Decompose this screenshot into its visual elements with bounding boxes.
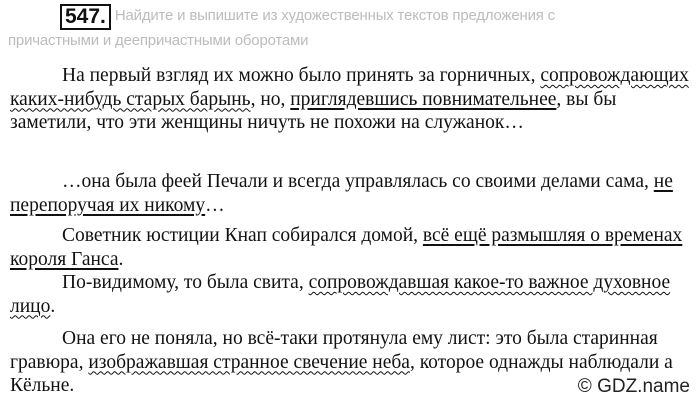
task-number: 547. bbox=[60, 4, 111, 30]
adverbial-participle-phrase: приглядевшись повнимательнее bbox=[290, 88, 557, 110]
text-segment: . bbox=[50, 295, 56, 317]
participial-phrase: сопровождавшая какое-то важное духовное лицо bbox=[10, 272, 671, 317]
paragraph-4 bbox=[10, 271, 694, 318]
paragraph-3 bbox=[10, 224, 694, 271]
participial-phrase: изображавшая странное свечение неба bbox=[88, 351, 410, 373]
paragraph-2 bbox=[10, 170, 694, 217]
paragraph-1 bbox=[10, 64, 694, 135]
text-segment: … bbox=[205, 194, 225, 216]
text-segment: На первый взгляд их можно было принять за горничных, bbox=[62, 65, 541, 86]
text-segment: , которое однажды наблюдали а Кёльне. bbox=[10, 351, 673, 396]
task-instruction-line2: причастными и деепричастными оборотами bbox=[8, 32, 309, 49]
watermark: © GDZ.name bbox=[577, 376, 690, 397]
text-segment: , но, bbox=[250, 88, 291, 110]
text-segment: …она была феей Печали и всегда управлялась со своими делами сама, bbox=[62, 171, 654, 192]
adverbial-participle-phrase: не перепоручая их никому bbox=[10, 171, 673, 216]
participial-phrase: сопровождающих каких-нибудь старых барынь bbox=[10, 65, 689, 110]
text-segment: Она его не поняла, но всё-таки протянула ему лист: это была старинная гравюра, bbox=[10, 328, 658, 373]
text-segment: . bbox=[118, 248, 124, 270]
task-header bbox=[8, 4, 692, 51]
text-segment: , вы бы заметили, что эти женщины ничуть не похожи на служанок… bbox=[10, 88, 617, 133]
adverbial-participle-phrase: всё ещё размышляя о временах короля Ганса bbox=[10, 225, 683, 270]
text-segment: Советник юстиции Кнап собирался домой, bbox=[62, 225, 423, 246]
task-instruction-line1: Найдите и выпишите из художественных текстов предложения с bbox=[114, 7, 555, 24]
text-segment: По-видимому, то была свита, bbox=[62, 272, 309, 293]
